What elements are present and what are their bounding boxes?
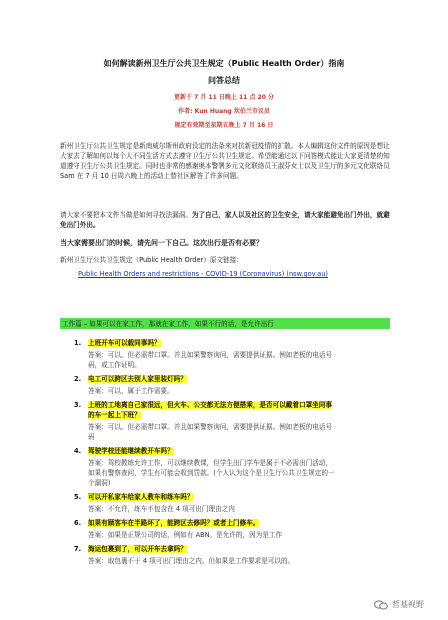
answer-7-line-1: 答案：取包裹不于 4 项可出门理由之内。但如果是工作要求是可以的。 bbox=[88, 557, 295, 565]
question-text: 驾驶学校还能继续教开车吗？ bbox=[88, 447, 174, 455]
question-3-line-2 bbox=[88, 410, 141, 420]
question-number: 7. bbox=[74, 545, 82, 553]
question-5 bbox=[74, 492, 194, 502]
question-text: 电工可以跨区去别人家里装灯吗？ bbox=[88, 375, 187, 383]
answer-4-line-1: 答案：驾校教练允许工作，可以继续教课，但学生出门学车是属于不必需出门活动， bbox=[88, 459, 332, 467]
question-2 bbox=[74, 374, 187, 384]
public-health-orders-link[interactable]: Public Health Orders and restrictions - COVID-19 (Coronavirus) (nsw.gov.au) bbox=[78, 270, 328, 278]
caution-paragraph bbox=[60, 210, 390, 230]
link-intro: 新州卫生厅公共卫生规定（Public Health Order）原文链接： bbox=[60, 256, 243, 264]
doc-subtitle: 问答总结 bbox=[208, 76, 240, 85]
doc-title: 如何解读新州卫生厅公共卫生规定（Public Health Order）指南 bbox=[103, 59, 345, 68]
answer-3-line-2: 码 bbox=[88, 433, 95, 441]
question-7 bbox=[74, 544, 187, 554]
question-text: 如果有顾客车在半路坏了，能跨区去修吗？或者上门修车。 bbox=[88, 519, 260, 527]
question-4 bbox=[74, 446, 174, 456]
question-1 bbox=[74, 338, 161, 348]
question-3 bbox=[74, 400, 332, 410]
question-number: 6. bbox=[74, 519, 82, 527]
section-heading: 工作篇 – 如果可以在家工作，那就在家工作，如果不行的话，是允许出行 bbox=[62, 320, 274, 328]
answer-1-line-1: 答案：可以。但必需带口罩。并且如果警察询问，需要提供证据。例如老板的电话号 bbox=[88, 351, 332, 359]
question-text: 上班的工地离自己家很远，但火车、公交都无法方便搭乘，是否可以戴着口罩坐同事 bbox=[88, 401, 332, 409]
author-line: 作者: Kun Huang 坎伯兰市议员 bbox=[178, 108, 270, 115]
answer-4-line-2: 如果有警察查问，学生有可能会收到罚款。(个人认为这个是卫生厅公共卫生规定的一 bbox=[88, 469, 335, 477]
question-number: 2. bbox=[74, 375, 82, 383]
question-text: 海运包裹到了，可以开车去拿吗？ bbox=[88, 545, 187, 553]
watermark bbox=[374, 599, 424, 610]
effective-date: 规定有效期至星期五晚上 7 月 16 日 bbox=[174, 122, 274, 129]
answer-4-line-3: 个漏洞) bbox=[88, 479, 111, 487]
answer-5-line-1: 答案：不允许，练车不包含在 4 项可出门理由之内 bbox=[88, 505, 235, 513]
caution-text: 请大家不要把本文件当做是如何寻找法漏洞。 bbox=[60, 211, 192, 219]
question-prompt: 当大家需要出门的时候，请先问一下自己。这次出行是否有必要？ bbox=[60, 239, 263, 247]
wechat-icon bbox=[374, 600, 388, 610]
updated-time: 更新于 7 月 11 日晚上 11 点 20 分 bbox=[174, 94, 274, 101]
question-6 bbox=[74, 518, 259, 528]
caution-bold-text: 为了自己，家人以及社区的卫生安全，请大家能避免出门外出，就避免出门外出。 bbox=[60, 211, 390, 229]
question-number: 5. bbox=[74, 493, 82, 501]
answer-3-line-1: 答案：可以。但必需带口罩。并且如果警察询问，需要提供证据。例如老板的电话号 bbox=[88, 423, 332, 431]
answer-1-line-2: 码，或工作证明。 bbox=[88, 361, 141, 369]
answer-2-line-1: 答案：可以，属于工作需要。 bbox=[88, 387, 174, 395]
question-text: 上班开车可以载同事吗？ bbox=[88, 339, 161, 347]
question-number: 3. bbox=[74, 401, 82, 409]
question-number: 1. bbox=[74, 339, 82, 347]
question-number: 4. bbox=[74, 447, 82, 455]
answer-6-line-1: 答案：如果是正规公司的话，例如有 ABN。是允许的，因为是工作 bbox=[88, 531, 283, 539]
question-text: 可以开私家车给家人教车和练车吗？ bbox=[88, 493, 194, 501]
watermark-text: 哲基视野 bbox=[392, 600, 424, 609]
intro-paragraph: 新州卫生厅公共卫生规定是新南威尔斯州政府设定的法条来对抗新冠疫情的扩散。本人编辑这份文件的原因是想让大家去了解如何以每个人不同生活方式去遵守卫生厅公共卫生规定。希望能通过以下问答模式能让大家更清楚的知道遵守卫生厅公共卫生规定。同时也非常的感谢奥本警署多元文化联络员王淑芬女士以及卫生厅的多元文化联络员 Sam 在 7 月 10 日周六晚上的活动上替社区解答了许多问题。 bbox=[60, 142, 390, 180]
question-text-continued: 的车一起上下班？ bbox=[88, 411, 141, 419]
